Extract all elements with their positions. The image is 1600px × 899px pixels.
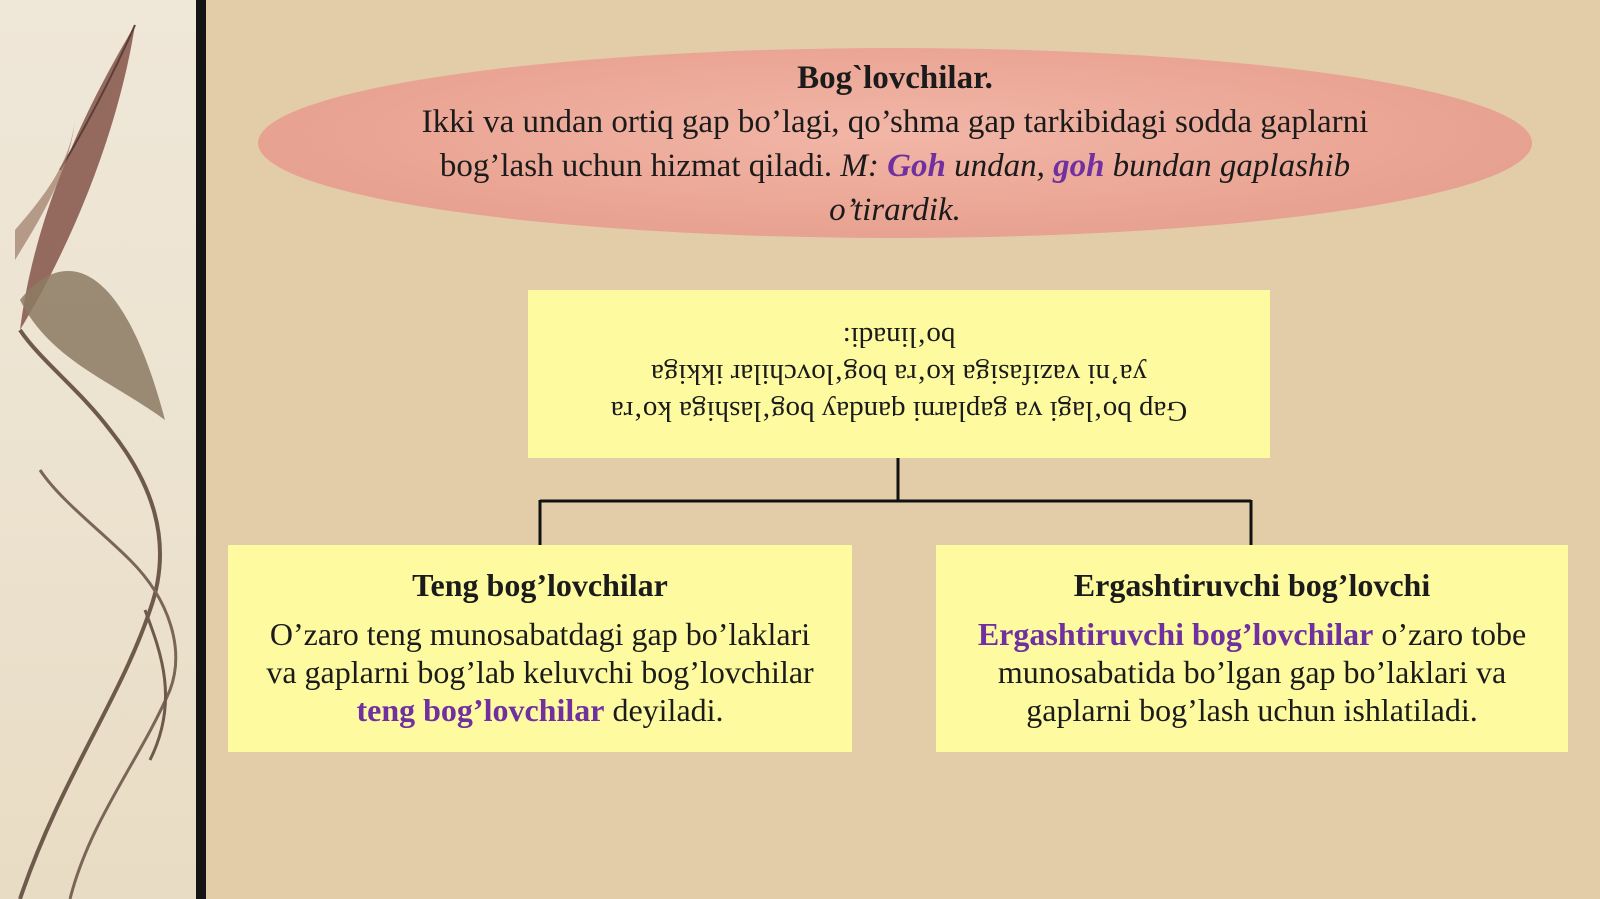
- header-example-mid: undan,: [945, 148, 1054, 184]
- teng-accent: teng bog’lovchilar: [356, 692, 605, 728]
- header-line1: Ikki va undan ortiq gap bo’lagi, qo’shma gap tarkibidagi sodda gaplarni: [421, 104, 1369, 140]
- classification-line1: Gap bo‘lagi va gaplarni qanday bog‘lashiga ko‘ra: [610, 395, 1188, 428]
- header-example-word1: Goh: [887, 148, 946, 184]
- header-line2-start: bog’lash uchun hizmat qiladi.: [439, 148, 841, 184]
- ergashtiruvchi-line3: gaplarni bog’lash uchun ishlatiladi.: [1026, 692, 1478, 728]
- header-title: Bog`lovchilar.: [797, 60, 993, 96]
- header-line3: o’tirardik.: [829, 192, 961, 228]
- header-example-end: bundan gaplashib: [1104, 148, 1351, 184]
- header-example-prefix: M:: [840, 148, 888, 184]
- ergashtiruvchi-accent: Ergashtiruvchi bog’lovchilar: [977, 616, 1374, 652]
- teng-heading: Teng bog’lovchilar: [412, 567, 668, 603]
- teng-boglovchilar-box: [228, 545, 852, 752]
- classification-line3: bo‘linadi:: [842, 321, 956, 354]
- ergashtiruvchi-body: [936, 615, 1568, 729]
- teng-line1: O’zaro teng munosabatdagi gap bo’laklari: [269, 616, 811, 652]
- ergashtiruvchi-line1-after: o’zaro tobe: [1373, 616, 1527, 652]
- teng-after: deyiladi.: [604, 692, 724, 728]
- ergashtiruvchi-box: [936, 545, 1568, 752]
- teng-line2: va gaplarni bog’lab keluvchi bog’lovchilar: [266, 654, 814, 690]
- classification-line2: ya’ni vazifasiga ko‘ra bog‘lovchilar ikkiga: [650, 358, 1148, 391]
- header-example-word2: goh: [1053, 148, 1105, 184]
- ergashtiruvchi-line2: munosabatida bo’lgan gap bo’laklari va: [997, 654, 1507, 690]
- teng-body: [228, 615, 852, 729]
- ergashtiruvchi-heading: Ergashtiruvchi bog’lovchi: [1073, 567, 1431, 603]
